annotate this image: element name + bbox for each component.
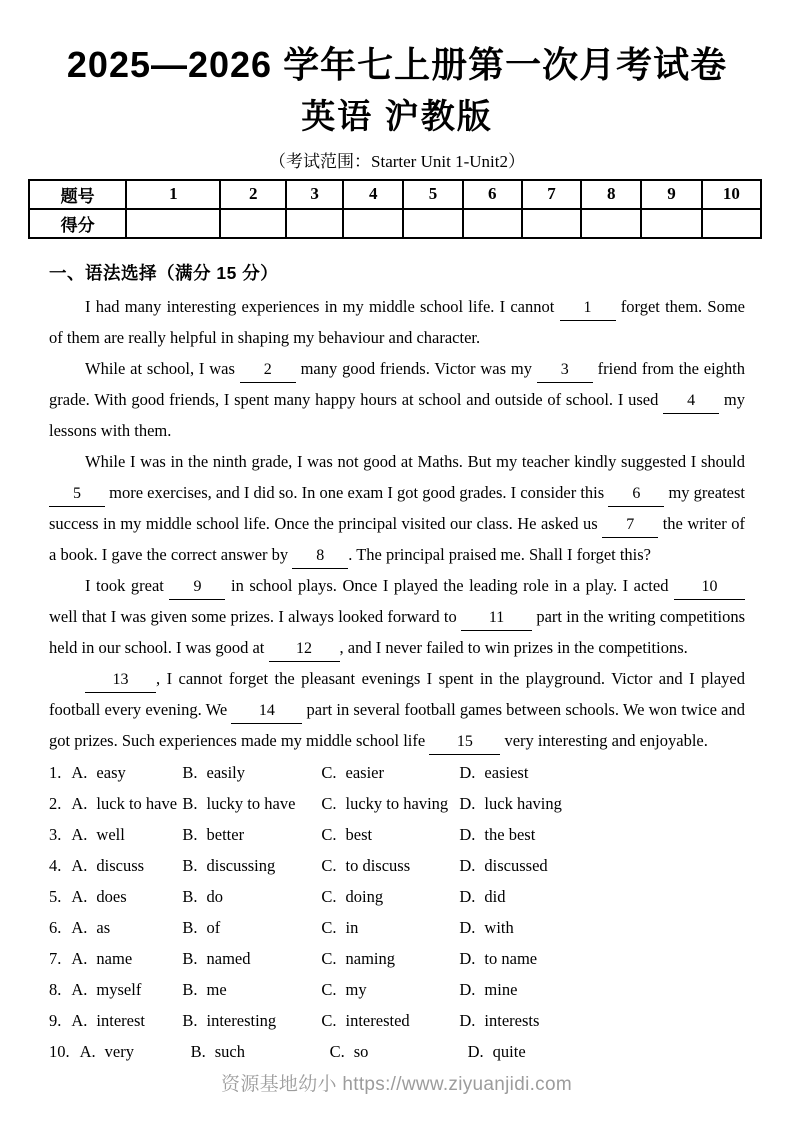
blank-12: 12 bbox=[269, 639, 340, 662]
option-a bbox=[71, 912, 182, 943]
option-row-9 bbox=[49, 1005, 745, 1036]
option-letter: B. bbox=[182, 1010, 198, 1030]
option-b bbox=[182, 1005, 321, 1036]
option-letter: C. bbox=[321, 824, 337, 844]
option-b bbox=[182, 881, 321, 912]
option-number: 2. bbox=[49, 793, 62, 813]
option-number: 4. bbox=[49, 855, 62, 875]
passage-paragraph: While at school, I was 2 many good friends. Victor was my 3 friend from the eighth grade. With good friends, I spent many happy hours at school and outside of school. I used 4 my lessons with them. bbox=[49, 358, 746, 440]
option-letter: C. bbox=[321, 917, 337, 937]
option-text: quite bbox=[492, 1041, 526, 1061]
option-letter: D. bbox=[459, 948, 476, 968]
score-col-header: 5 bbox=[403, 180, 462, 209]
option-row-5 bbox=[49, 881, 745, 912]
blank-4: 4 bbox=[663, 391, 719, 414]
option-number: 6. bbox=[49, 917, 62, 937]
option-a bbox=[71, 819, 182, 850]
blank-3: 3 bbox=[537, 360, 593, 383]
option-text: easily bbox=[206, 762, 246, 782]
score-header-row bbox=[29, 180, 761, 209]
score-cell bbox=[641, 209, 701, 238]
option-number: 1. bbox=[49, 762, 62, 782]
option-row-10 bbox=[49, 1036, 745, 1067]
option-b bbox=[182, 912, 321, 943]
passage-paragraph: 13 , I cannot forget the pleasant evenings I spent in the playground. Victor and I played football every evening. We 14 part in several football games between schools. We won twice and got prizes. Such experiences made my middle school life 15 very interesting and enjoyable. bbox=[49, 663, 745, 756]
blank-8: 8 bbox=[292, 546, 348, 569]
option-b bbox=[182, 757, 321, 788]
option-c bbox=[321, 788, 459, 819]
option-d bbox=[459, 881, 745, 912]
option-c bbox=[321, 881, 459, 912]
option-number: 7. bbox=[49, 948, 62, 968]
option-letter: A. bbox=[71, 948, 88, 968]
option-d bbox=[459, 943, 745, 974]
option-a bbox=[80, 1036, 191, 1067]
option-letter: A. bbox=[71, 979, 88, 999]
option-d bbox=[459, 974, 745, 1005]
option-text: interests bbox=[484, 1010, 540, 1030]
option-text: naming bbox=[345, 948, 396, 968]
option-text: discussing bbox=[206, 855, 276, 875]
option-a bbox=[71, 757, 182, 788]
option-c bbox=[321, 912, 459, 943]
option-number: 10. bbox=[49, 1041, 70, 1061]
option-letter: C. bbox=[321, 979, 337, 999]
watermark-footer: 资源基地幼小 https://www.ziyuanjidi.com bbox=[221, 1074, 572, 1095]
option-c bbox=[321, 757, 459, 788]
option-text: best bbox=[345, 824, 373, 844]
blank-6: 6 bbox=[608, 484, 664, 507]
option-text: interest bbox=[96, 1010, 145, 1030]
option-d bbox=[468, 1036, 745, 1067]
option-text: interested bbox=[345, 1010, 410, 1030]
option-row-2 bbox=[49, 788, 745, 819]
option-text: name bbox=[96, 948, 133, 968]
exam-subject-title: 英语 沪教版 bbox=[301, 98, 493, 137]
option-letter: A. bbox=[71, 855, 88, 875]
option-d bbox=[459, 757, 745, 788]
score-col-header: 6 bbox=[463, 180, 522, 209]
score-cell bbox=[343, 209, 403, 238]
option-d bbox=[459, 819, 745, 850]
option-text: myself bbox=[96, 979, 142, 999]
score-row-label-score: 得分 bbox=[29, 209, 126, 238]
option-row-1 bbox=[49, 757, 745, 788]
option-text: very bbox=[104, 1041, 134, 1061]
option-text: lucky to having bbox=[345, 793, 449, 813]
passage bbox=[49, 291, 745, 756]
option-b bbox=[182, 819, 321, 850]
option-text: does bbox=[96, 886, 127, 906]
option-text: in bbox=[345, 917, 359, 937]
option-letter: C. bbox=[321, 855, 337, 875]
options-list bbox=[49, 757, 745, 1067]
score-col-header: 2 bbox=[220, 180, 286, 209]
option-number: 8. bbox=[49, 979, 62, 999]
blank-1: 1 bbox=[560, 298, 616, 321]
option-letter: A. bbox=[71, 824, 88, 844]
blank-15: 15 bbox=[429, 732, 500, 755]
score-col-header: 8 bbox=[581, 180, 641, 209]
exam-title: 2025—2026 学年七上册第一次月考试卷 bbox=[66, 44, 728, 85]
option-b bbox=[182, 788, 321, 819]
option-letter: B. bbox=[182, 793, 198, 813]
option-letter: D. bbox=[459, 886, 476, 906]
option-letter: C. bbox=[321, 793, 337, 813]
option-text: easy bbox=[96, 762, 126, 782]
option-letter: A. bbox=[71, 762, 88, 782]
option-text: so bbox=[353, 1041, 369, 1061]
option-letter: C. bbox=[321, 1010, 337, 1030]
option-text: named bbox=[206, 948, 251, 968]
option-text: as bbox=[96, 917, 111, 937]
option-letter: C. bbox=[329, 1041, 345, 1061]
option-letter: D. bbox=[459, 762, 476, 782]
option-number: 9. bbox=[49, 1010, 62, 1030]
option-letter: B. bbox=[182, 886, 198, 906]
option-number: 3. bbox=[49, 824, 62, 844]
blank-2: 2 bbox=[240, 360, 296, 383]
section-heading: 一、语法选择（满分 15 分） bbox=[49, 262, 279, 283]
option-text: lucky to have bbox=[206, 793, 296, 813]
option-text: well bbox=[96, 824, 125, 844]
score-cell bbox=[463, 209, 522, 238]
score-col-header: 3 bbox=[286, 180, 343, 209]
option-text: with bbox=[484, 917, 514, 937]
option-number: 5. bbox=[49, 886, 62, 906]
option-letter: B. bbox=[182, 948, 198, 968]
option-c bbox=[330, 1036, 468, 1067]
score-row-label-question: 题号 bbox=[29, 180, 126, 209]
option-text: interesting bbox=[206, 1010, 277, 1030]
blank-13: 13 bbox=[85, 670, 156, 693]
score-cell bbox=[126, 209, 220, 238]
option-text: of bbox=[206, 917, 221, 937]
score-col-header: 7 bbox=[522, 180, 581, 209]
option-d bbox=[459, 850, 745, 881]
option-text: such bbox=[214, 1041, 246, 1061]
option-text: did bbox=[484, 886, 506, 906]
score-table bbox=[28, 179, 762, 239]
option-letter: A. bbox=[79, 1041, 96, 1061]
option-letter: D. bbox=[459, 824, 476, 844]
option-a bbox=[71, 881, 182, 912]
score-col-header: 10 bbox=[702, 180, 761, 209]
score-value-row bbox=[29, 209, 761, 238]
option-letter: D. bbox=[459, 1010, 476, 1030]
option-a bbox=[71, 850, 182, 881]
score-cell bbox=[286, 209, 343, 238]
score-col-header: 1 bbox=[126, 180, 220, 209]
option-text: luck to have bbox=[96, 793, 178, 813]
option-letter: B. bbox=[182, 855, 198, 875]
option-d bbox=[459, 912, 745, 943]
score-cell bbox=[220, 209, 286, 238]
option-letter: D. bbox=[459, 855, 476, 875]
option-letter: D. bbox=[459, 793, 476, 813]
option-b bbox=[182, 974, 321, 1005]
score-cell bbox=[522, 209, 581, 238]
option-d bbox=[459, 1005, 745, 1036]
option-letter: B. bbox=[190, 1041, 206, 1061]
option-d bbox=[459, 788, 745, 819]
option-letter: D. bbox=[467, 1041, 484, 1061]
option-letter: A. bbox=[71, 793, 88, 813]
option-row-6 bbox=[49, 912, 745, 943]
option-letter: B. bbox=[182, 762, 198, 782]
option-letter: C. bbox=[321, 948, 337, 968]
option-letter: D. bbox=[459, 979, 476, 999]
option-text: discuss bbox=[96, 855, 145, 875]
option-letter: C. bbox=[321, 762, 337, 782]
passage-paragraph: I had many interesting experiences in my middle school life. I cannot 1 forget them. Some of them are really helpful in shaping my behaviour and character. bbox=[49, 296, 745, 347]
blank-10: 10 bbox=[674, 577, 745, 600]
passage-paragraph: I took great 9 in school plays. Once I played the leading role in a play. I acted 10 well that I was given some prizes. I always looked forward to 11 part in the writing competitions held in our school. I was good at 12 , and I never failed to win prizes in the competitions. bbox=[49, 570, 745, 663]
blank-14: 14 bbox=[231, 701, 302, 724]
option-text: my bbox=[345, 979, 367, 999]
option-row-7 bbox=[49, 943, 745, 974]
option-row-3 bbox=[49, 819, 745, 850]
option-a bbox=[71, 943, 182, 974]
option-text: easiest bbox=[484, 762, 529, 782]
option-a bbox=[71, 788, 182, 819]
blank-7: 7 bbox=[602, 515, 658, 538]
option-b bbox=[182, 850, 321, 881]
option-text: luck having bbox=[484, 793, 562, 813]
score-cell bbox=[702, 209, 761, 238]
option-letter: A. bbox=[71, 886, 88, 906]
option-text: easier bbox=[345, 762, 384, 782]
blank-11: 11 bbox=[461, 608, 532, 631]
option-a bbox=[71, 974, 182, 1005]
passage-paragraph: While I was in the ninth grade, I was not good at Maths. But my teacher kindly suggested I should 5 more exercises, and I did so. In one exam I got good grades. I consider this 6 my greatest success in my middle school life. Once the principal visited our class. He asked us 7 the writer of a book. I gave the correct answer by 8 . The principal praised me. Shall I forget this? bbox=[49, 446, 745, 570]
option-text: do bbox=[206, 886, 224, 906]
option-letter: B. bbox=[182, 979, 198, 999]
option-text: discussed bbox=[484, 855, 548, 875]
option-letter: B. bbox=[182, 824, 198, 844]
option-text: to name bbox=[484, 948, 538, 968]
option-text: doing bbox=[345, 886, 384, 906]
option-c bbox=[321, 974, 459, 1005]
option-letter: C. bbox=[321, 886, 337, 906]
option-letter: B. bbox=[182, 917, 198, 937]
option-c bbox=[321, 819, 459, 850]
option-text: better bbox=[206, 824, 245, 844]
option-a bbox=[71, 1005, 182, 1036]
option-text: to discuss bbox=[345, 855, 411, 875]
option-letter: A. bbox=[71, 1010, 88, 1030]
blank-5: 5 bbox=[49, 484, 105, 507]
blank-9: 9 bbox=[169, 577, 225, 600]
score-cell bbox=[581, 209, 641, 238]
score-col-header: 9 bbox=[641, 180, 701, 209]
option-c bbox=[321, 1005, 459, 1036]
option-text: the best bbox=[484, 824, 536, 844]
option-c bbox=[321, 850, 459, 881]
option-row-8 bbox=[49, 974, 745, 1005]
score-cell bbox=[403, 209, 462, 238]
option-b bbox=[182, 943, 321, 974]
option-row-4 bbox=[49, 850, 745, 881]
option-letter: A. bbox=[71, 917, 88, 937]
score-col-header: 4 bbox=[343, 180, 403, 209]
option-c bbox=[321, 943, 459, 974]
option-letter: D. bbox=[459, 917, 476, 937]
exam-scope-note: （考试范围：Starter Unit 1-Unit2） bbox=[269, 151, 525, 171]
option-text: me bbox=[206, 979, 227, 999]
option-b bbox=[191, 1036, 330, 1067]
option-text: mine bbox=[484, 979, 518, 999]
